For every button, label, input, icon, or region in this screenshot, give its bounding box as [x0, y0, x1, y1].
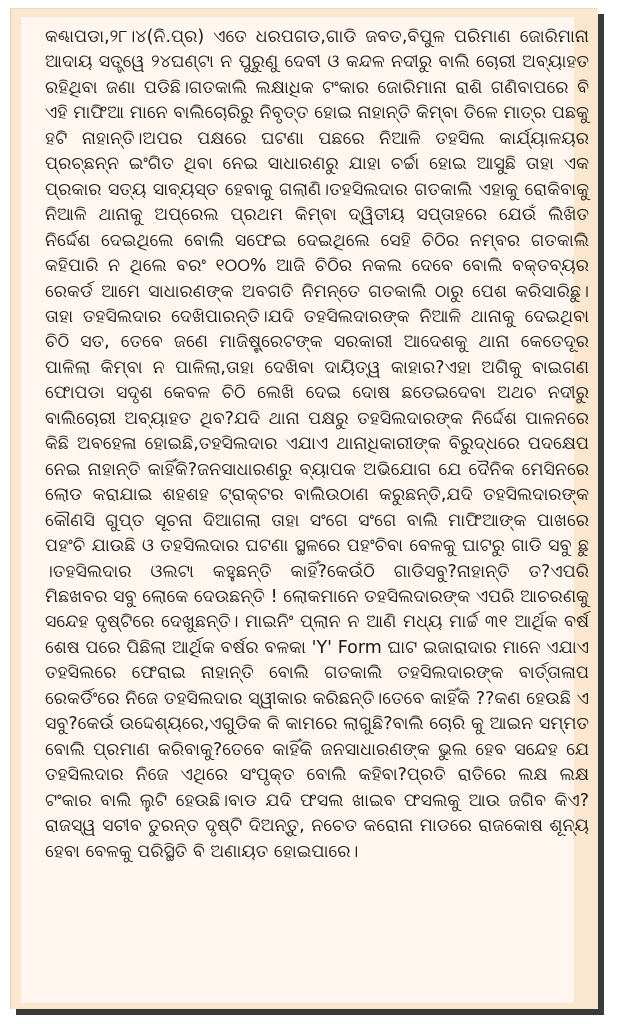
- article-body: କଣ୍ଢାପଡା,୨୮।୪(ନି.ପ୍ର) ଏତେ ଧରପଗଡ,ଗାଡି ଜବତ,ବିପୁଳ ପରିମାଣ ଜୋରିମାନା ଆଦାୟ ସତ୍ତ୍ୱେ ୨୪ଘଣ୍ଟା ନ ପୁରୁଣୁ ଦେବୀ ଓ କନ୍ଦଳ ନଦୀରୁ ବାଲି ଚୋରୀ ଅବ୍ୟାହତ ରହିଥିବା ଜଣା ପଡିଛି।ଗତକାଲି ଲକ୍ଷାଧିକ ଟଂକାର ଜୋରିମାନା ରାଶି ଗଣିବାପରେ ବି ଏହି ମାଫିଆ ମାନେ ବାଲିଚୋରିରୁ ନିବୃତ୍ତ ହୋଇ ନାହାନ୍ତି କିମ୍ବା ତିଳେ ମାତ୍ର ପଛକୁ ହଟି ନାହାନ୍ତି।ଅପର ପକ୍ଷରେ ଘଟଣା ପଛରେ ନିଆଳି ତହସିଲ କାର୍ଯ୍ୟାଳୟର ପ୍ରଚ୍ଛନ୍ନ ଇଂଗିତ ଥିବା ନେଇ ସାଧାରଣରୁ ଯାହା ଚର୍ଚ୍ଚା ହୋଇ ଆସୁଛି ତାହା ଏକ ପ୍ରକାର ସତ୍ୟ ସାବ୍ୟସ୍ତ ହେବାକୁ ଗଲାଣି।ତହସିଲଦାର ଗତକାଲି ଏହାକୁ ରୋକିବାକୁ ନିଆଳି ଥାନାକୁ ଅପ୍ରେଲ ପ୍ରଥମ କିମ୍ବା ଦ୍ୱିତୀୟ ସପ୍ତାହରେ ଯେଉଁ ଲିଖିତ ନିର୍ଦ୍ଦେଶ ଦେଇଥିଲେ ବୋଲି ସଫେଇ ଦେଇଥିଲେ ସେହି ଚିଠିର ନମ୍ବର ଗତକାଲି କହିପାରି ନ ଥିଲେ ବରଂ ୧୦୦% ଆଜି ଚିଠିର ନକଲ ଦେବେ ବୋଲି ବକ୍ତବ୍ୟର ରେକର୍ଡ ଆମେ ସାଧାରଣଙ୍କ ଅବଗତି ନିମନ୍ତେ ଗତକାଲି ଠାରୁ ପେଶ କରିସାରିଛୁ।ତାହା ତହସିଲଦାର ଦେଖିପାରନ୍ତି।ଯଦି ତହସିଲଦାରଙ୍କ ନିଆଳି ଥାନାକୁ ଦେଇଥିବା ଚିଠି ସତ, ତେବେ ଜଣେ ମାଜିଷ୍ଟ୍ରେଟଙ୍କ ସରକାରୀ ଆଦେଶକୁ ଥାନା କେତେଦୂର ପାଳିଲା କିମ୍ବା ନ ପାଳିଲା,ତାହା ଦେଖିବା ଦାୟିତ୍ୱ କାହାର?ଏହା ଅଗିକୁ ବାଇଗଣ ଫୋପଡା ସଦୃଶ କେବଳ ଚିଠି ଲେଖି ଦେଇ ଦୋଷ ଛଡେଇଦେବା ଅଥଚ ନଦୀରୁ ବାଲିଚୋରୀ ଅବ୍ୟାହତ ଥିବ?ଯଦି ଥାନା ପକ୍ଷରୁ ତହସିଲଦାରଙ୍କ ନିର୍ଦ୍ଦେଶ ପାଳନରେ କିଛି ଅବହେଳା ହୋଇଛି,ତହସିଲଦାର ଏଯାଏ ଥାନାଧିକାରୀଙ୍କ ବିରୁଦ୍ଧରେ ପଦକ୍ଷେପ ନେଇ ନାହାନ୍ତି କାହିଁକି?ଜନସାଧାରଣରୁ ବ୍ୟାପକ ଅଭିଯୋଗ ଯେ ଦୈନିକ ମେସିନରେ ଲୋଡ କରାଯାଇ ଶହଶହ ଟ୍ରାକ୍ଟର ବାଲିଉଠାଣ କରୁଛନ୍ତି,ଯଦି ତହସିଲଦାରଙ୍କ କୌଣସି ଗୁପ୍ତ ସୂଚନା ଦିଆଗଲା ତାହା ସଂଗେ ସଂଗେ ବାଲି ମାଫିଆଙ୍କ ପାଖରେ ପହଂଚି ଯାଉଛି ଓ ତହସିଲଦାର ଘଟଣା ସ୍ଥଳରେ ପହଂଚିବା ବେଳକୁ ଘାଟରୁ ଗାଡି ସବୁ ଛୁ ।ତହସିଲଦାର ଓଲଟା କହୁଛନ୍ତି କାହିଁ?କେଉଁଠି ଗାଡିସବୁ?ନାହାନ୍ତି ତ?ଏପରି ମିଛଖବର ସବୁ ଲୋକେ ଦେଉଛନ୍ତି ! ଲୋକମାନେ ତହସିଲଦାରଙ୍କ ଏପରି ଆଚରଣକୁ ସନ୍ଦେହ ଦୃଷ୍ଟିରେ ଦେଖୁଛନ୍ତି। ମାଇନିଂ ପ୍ଲାନ ନ ଆଣି ମଧ୍ୟ ମାର୍ଚ୍ଚ ୩୧ ଆର୍ଥିକ ବର୍ଷ ଶେଷ ପରେ ପିଛିଲା ଆର୍ଥିକ ବର୍ଷର ବଳକା 'Y' Form ଘାଟ ଇଜାରାଦାର ମାନେ ଏଯାଏ ତହସିଲରେ ଫେରାଇ ନାହାନ୍ତି ବୋଲି ଗତକାଲି ତହସିଲଦାରଙ୍କ ବାର୍ତ୍ତାଳାପ ରେକର୍ଡିଂରେ ନିଜେ ତହସିଲଦାର ସ୍ୱୀକାର କରିଛନ୍ତି।ତେବେ କାହିଁକି ??କଣ ହେଉଛି ଏ ସବୁ?କେଉଁ ଉଦ୍ଦେଶ୍ୟରେ,ଏଗୁଡିକ କି କାମରେ ଲାଗୁଛି?ବାଲି ଚୋରି କୁ ଆଇନ ସମ୍ମତ ବୋଲି ପ୍ରମାଣ କରିବାକୁ?ତେବେ କାହିଁକି ଜନସାଧାରଣଙ୍କ ଭୁଲ ହେବ ସନ୍ଦେହ ଯେ ତହସିଲଦାର ନିଜେ ଏଥିରେ ସଂପୃକ୍ତ ବୋଲି କହିବା?ପ୍ରତି ରାତିରେ ଲକ୍ଷ ଲକ୍ଷ ଟଂକାର ବାଲି ଲୁଟି ହେଉଛି।ବାଡ ଯଦି ଫସଲ ଖାଇବ ଫସଲକୁ ଆଉ ଜଗିବ କିଏ?ରାଜସ୍ୱ ସଚୀବ ତୁରନ୍ତ ଦୃଷ୍ଟି ଦିଅନ୍ତୁ, ନଚେତ କରୋନା ମାଡରେ ରାଜକୋଷ ଶୂନ୍ୟ ହେବା ବେଳକୁ ପରିସ୍ଥିତି ବି ଅଣାୟତ ହୋଇପାରେ।: [45, 27, 589, 862]
- article-frame: [10, 8, 598, 1009]
